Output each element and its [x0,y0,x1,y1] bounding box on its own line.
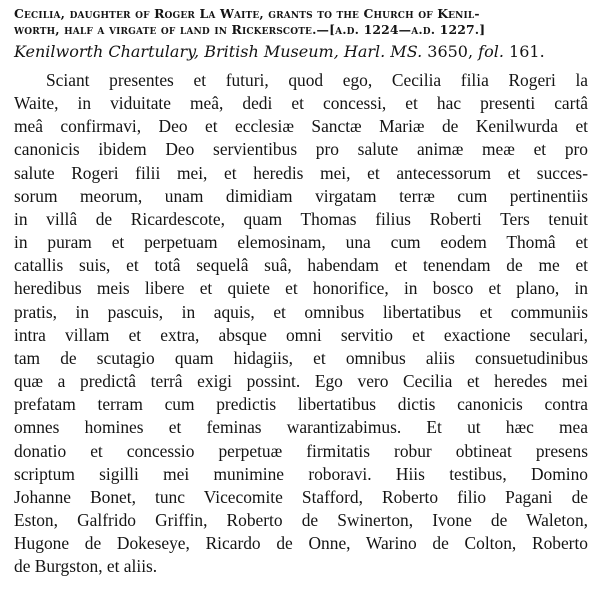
charter-line: heredibus meis libere et quiete et honorifice, in bosco et plano, in [14,278,588,299]
charter-line: catallis suis, et totâ sequelâ suâ, habendam et tenendam de me et [14,255,588,276]
charter-line: donatio et concessio perpetuæ firmitatis robur obtineat presens [14,440,588,461]
source-folio-number: 161. [509,42,545,61]
heading-line-2 [14,22,588,38]
charter-line: Johanne Bonet, tunc Vicecomite Stafford, Roberto filio Pagani de [14,486,588,507]
charter-line: canonicis ibidem Deo servientibus pro salute animæ meæ et pro [14,139,588,160]
charter-line: Waite, in viduitate meâ, dedi et concessi, et hac presenti cartâ [14,93,588,114]
heading-date: [a.d. 1224—a.d. 1227.] [329,22,486,37]
charter-line: Eston, Galfrido Griffin, Roberto de Swinerton, Ivone de Waleton, [14,509,588,530]
heading-line-2-text: worth, half a virgate of land in Rickerscote.— [14,22,330,37]
charter-line: prefatam terram cum predictis libertatibus dictis canonicis contra [14,394,588,415]
charter-line: quæ a predictâ terrâ exigi possint. Ego vero Cecilia et heredes mei [14,371,588,392]
charter-text [14,69,588,578]
source-citation [14,41,588,63]
charter-line: Sciant presentes et futuri, quod ego, Cecilia filia Rogeri la [46,70,588,90]
charter-line: in puram et perpetuam elemosinam, una cum eodem Thomâ et [14,232,588,253]
charter-heading [14,6,588,38]
source-folio-label: fol. [478,42,504,61]
source-manuscript-number: 3650, [427,42,474,61]
charter-line: omnes homines et feminas warantizabimus. Et ut hæc mea [14,417,588,438]
charter-line: pratis, in pascuis, in aquis, et omnibus libertatibus et communiis [14,301,588,322]
source-title: Kenilworth Chartulary, British Museum, Harl. MS. [14,42,423,61]
charter-line: scriptum sigilli mei munimine roboravi. Hiis testibus, Domino [14,463,588,484]
heading-line-1: Cecilia, daughter of Roger La Waite, grants to the Church of Kenil- [14,6,480,21]
charter-line: intra villam et extra, absque omni servitio et exactione seculari, [14,324,588,345]
charter-line: sorum meorum, unam dimidiam virgatam terræ cum pertinentiis [14,185,588,206]
charter-line: tam de scutagio quam hidagiis, et omnibus aliis consuetudinibus [14,347,588,368]
charter-line: Hugone de Dokeseye, Ricardo de Onne, Warino de Colton, Roberto [14,533,588,554]
charter-line: de Burgston, et aliis. [14,556,158,577]
charter-line: salute Rogeri filii mei, et heredis mei, et antecessorum et succes- [14,162,588,183]
charter-line: in villâ de Ricardescote, quam Thomas filius Roberti Ters tenuit [14,208,588,229]
charter-line: meâ confirmavi, Deo et ecclesiæ Sanctæ Mariæ de Kenilwurda et [14,116,588,137]
